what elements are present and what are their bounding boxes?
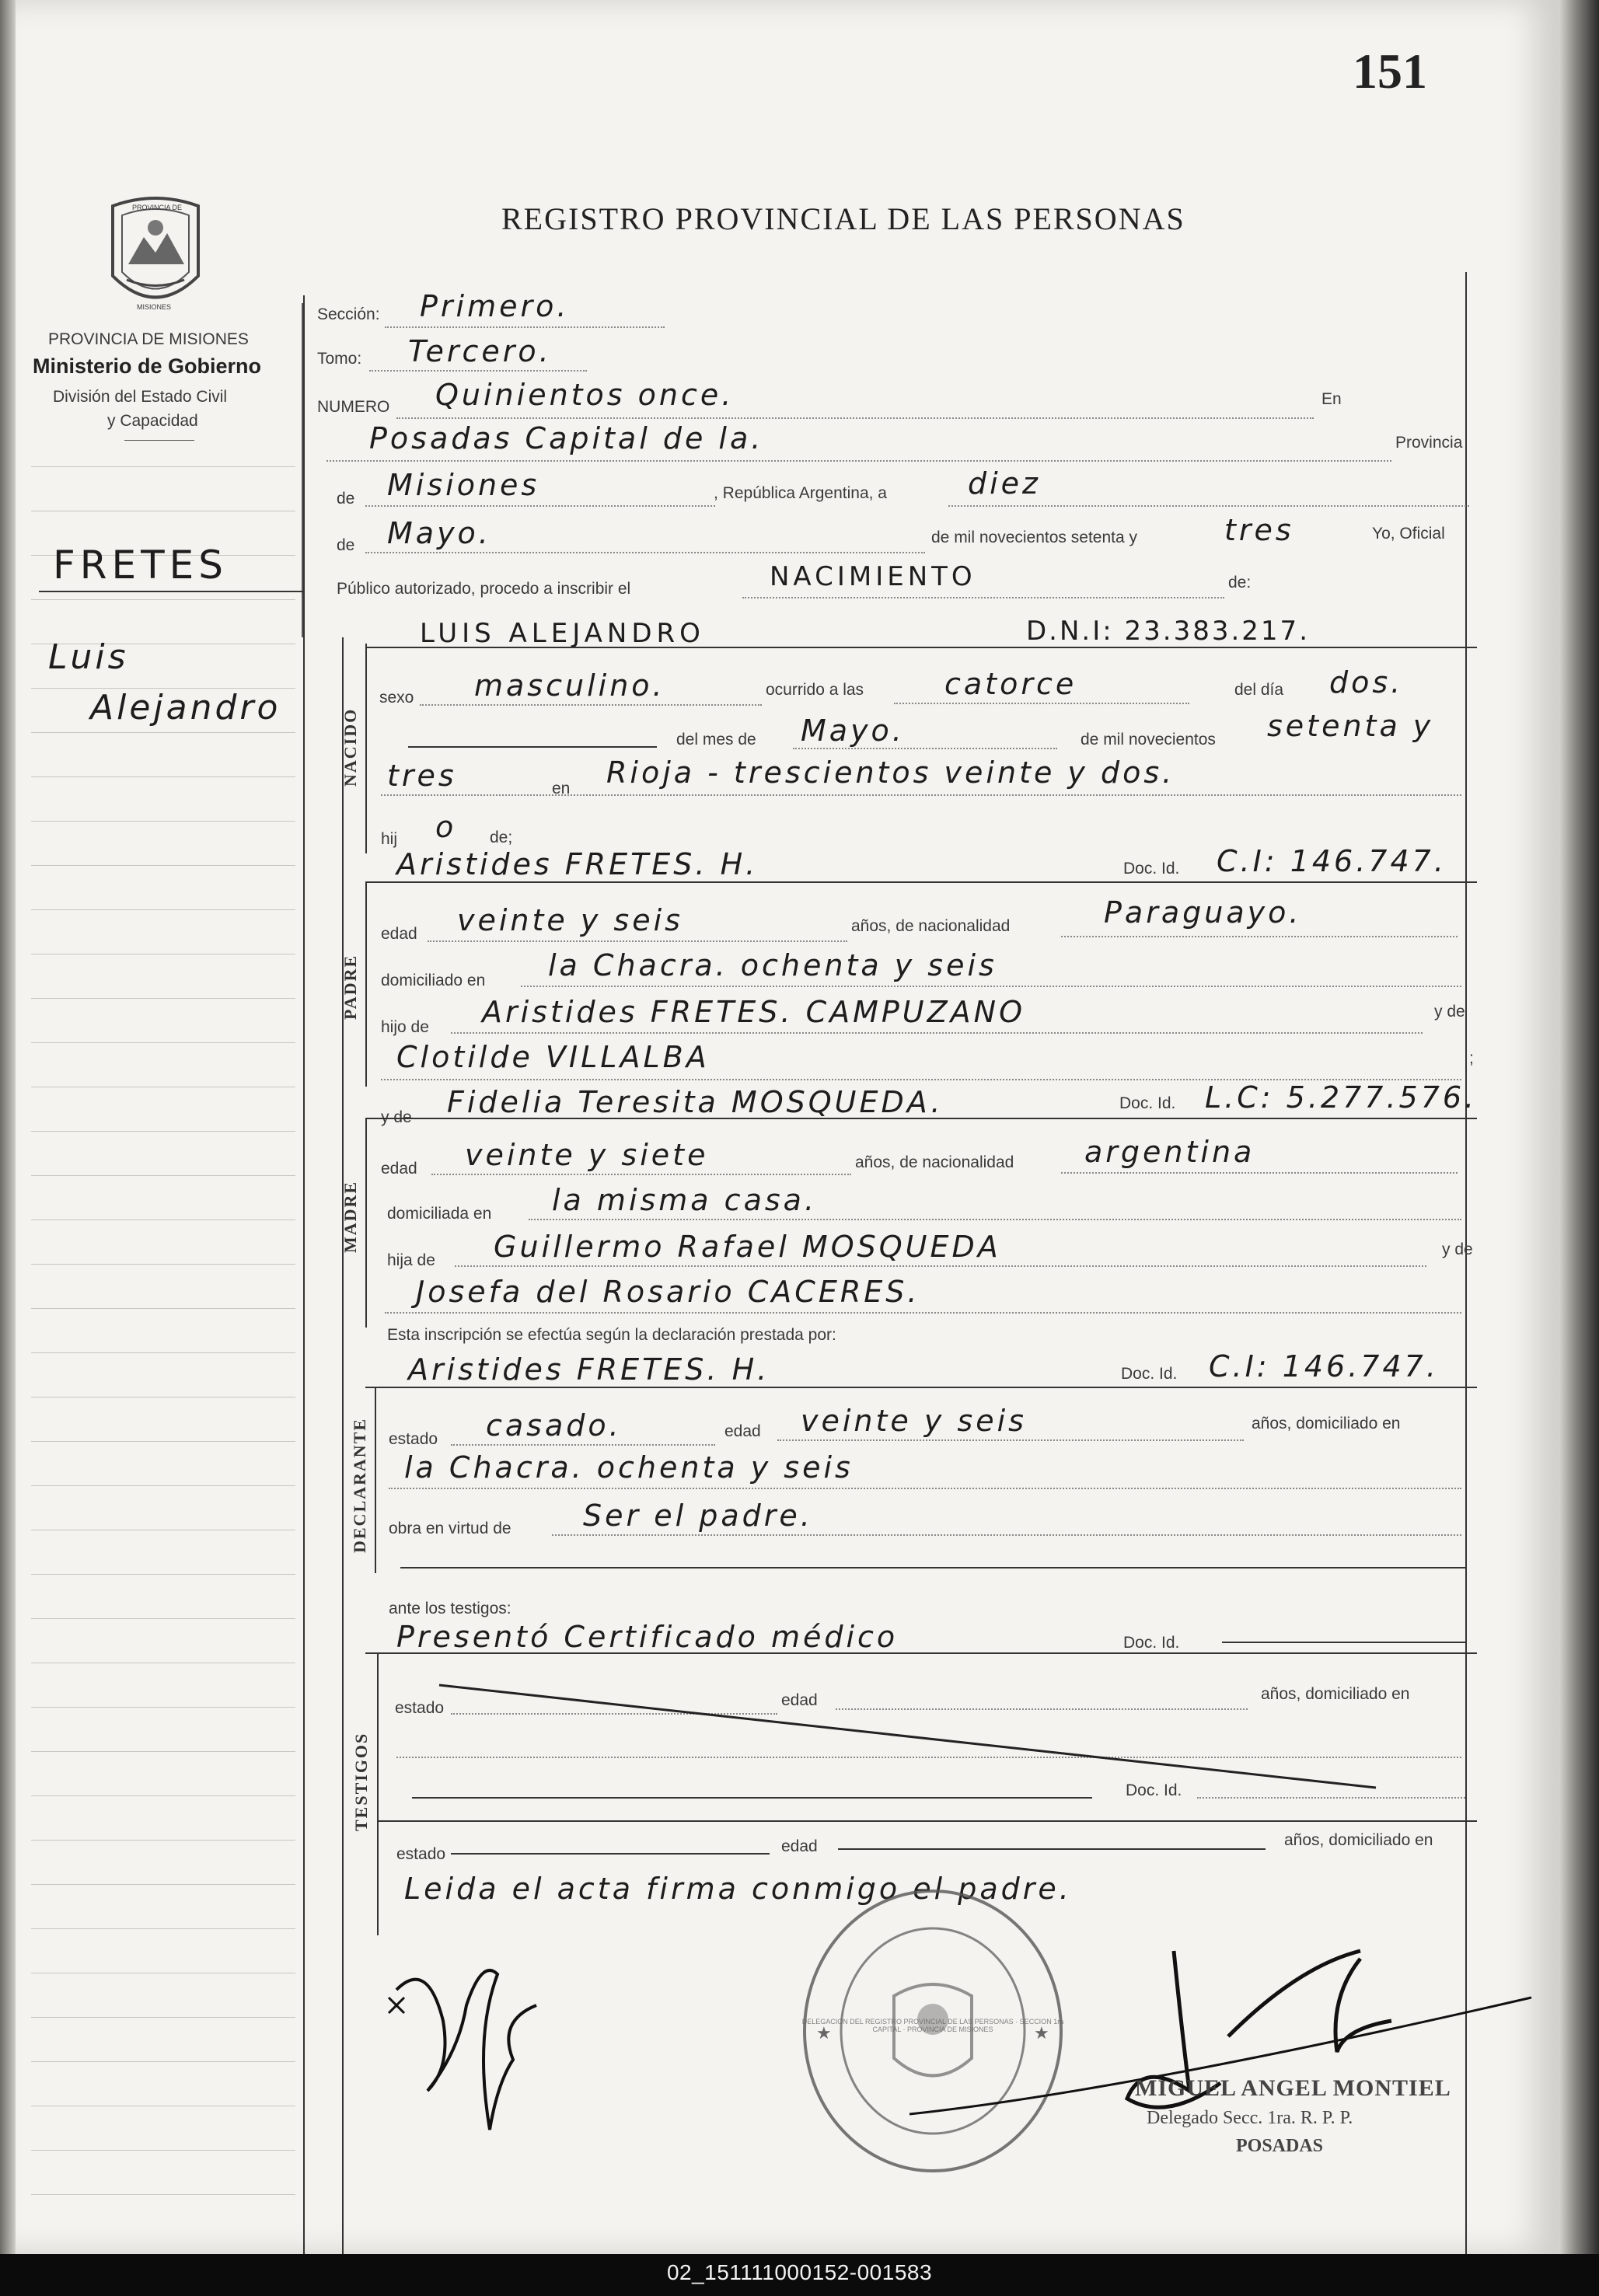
- value-lugar: Posadas Capital de la.: [369, 421, 764, 455]
- value-numero: Quinientos once.: [435, 378, 735, 412]
- value-testigo-nota: Presentó Certificado médico: [396, 1620, 899, 1654]
- dots-lugar-nac: [381, 794, 1461, 796]
- official-signature-icon: [894, 1935, 1547, 2137]
- margin-rule: [31, 1175, 295, 1176]
- margin-rule: [31, 1928, 295, 1929]
- margin-rule: [31, 1840, 295, 1841]
- label-del-dia: del día: [1234, 681, 1284, 699]
- testigos-bracket: [377, 1654, 379, 1935]
- nacido-bracket: [365, 644, 367, 853]
- label-domiciliado-padre: domiciliado en: [381, 972, 486, 989]
- image-label: 02_151111000152-001583: [666, 2260, 933, 2284]
- t2-top-line: [377, 1820, 1477, 1822]
- margin-rule: [31, 821, 295, 822]
- label-seccion: Sección:: [317, 305, 380, 323]
- label-hijo-de: hijo de: [381, 1018, 429, 1036]
- dots-acto: [742, 597, 1224, 598]
- margin-rule: [31, 1574, 295, 1575]
- dots-provincia: [365, 505, 715, 507]
- svg-text:★: ★: [816, 2023, 832, 2043]
- value-dia: diez: [968, 466, 1042, 501]
- nacido-top-line: [365, 647, 1477, 648]
- label-doc-id-padre: Doc. Id.: [1123, 860, 1180, 878]
- label-declaracion: Esta inscripción se efectúa según la declaración prestada por:: [387, 1326, 836, 1344]
- value-sexo: masculino.: [474, 668, 665, 703]
- value-padre-nac: Paraguayo.: [1104, 895, 1302, 930]
- signer-title: Delegado Secc. 1ra. R. P. P.: [1147, 2108, 1353, 2128]
- t2-edad-line: [838, 1848, 1266, 1850]
- division-line2: y Capacidad: [107, 412, 198, 430]
- seal-text-top: PROVINCIA DE: [132, 204, 183, 211]
- value-decl-edad: veinte y seis: [801, 1404, 1027, 1438]
- madre-top-line: [365, 1118, 1477, 1119]
- document-title: REGISTRO PROVINCIAL DE LAS PERSONAS: [501, 201, 1185, 236]
- dots-t1-doc: [1197, 1797, 1465, 1799]
- margin-rule: [31, 2017, 295, 2018]
- label-estado-t2: estado: [396, 1845, 446, 1863]
- label-ocurrido: ocurrido a las: [766, 681, 864, 699]
- label-de-mil: de mil novecientos setenta y: [931, 529, 1137, 546]
- madre-bracket: [365, 1119, 367, 1328]
- declarant-signature-icon: [381, 1928, 552, 2161]
- dots-decl-edad: [777, 1439, 1244, 1441]
- margin-given-2: Alejandro: [90, 688, 281, 728]
- value-decl-virtud: Ser el padre.: [583, 1499, 813, 1533]
- dots-hora: [894, 703, 1189, 704]
- decl-blank-line: [400, 1567, 1465, 1568]
- value-madre-hija-de: Guillermo Rafael MOSQUEDA: [494, 1230, 1001, 1264]
- label-y-de-madre: y de: [1442, 1240, 1473, 1258]
- value-madre-dom: la misma casa.: [552, 1183, 818, 1217]
- label-doc-id-decl: Doc. Id.: [1121, 1365, 1178, 1383]
- value-decl-nombre: Aristides FRETES. H.: [408, 1352, 770, 1387]
- dots-madre-hija-de: [455, 1265, 1426, 1267]
- value-decl-doc: C.I: 146.747.: [1209, 1349, 1439, 1384]
- dots-lugar: [326, 460, 1391, 462]
- margin-rule: [31, 2150, 295, 2151]
- label-y-de-madre-row: y de: [381, 1108, 412, 1126]
- dots-padre-edad: [428, 940, 847, 942]
- value-hij-suffix: o: [435, 810, 457, 844]
- decl-bracket: [375, 1388, 376, 1573]
- witness-strike-line: [435, 1679, 1384, 1795]
- padre-top-line: [365, 881, 1477, 883]
- value-acto: NACIMIENTO: [770, 561, 976, 592]
- value-madre-edad: veinte y siete: [465, 1138, 709, 1172]
- label-en-2: en: [552, 780, 571, 797]
- padre-bracket: [365, 883, 367, 1087]
- label-ante: ante los testigos:: [389, 1600, 511, 1617]
- label-edad-t2: edad: [781, 1837, 818, 1855]
- label-edad-madre: edad: [381, 1160, 417, 1178]
- testigos-top-line: [365, 1652, 1477, 1654]
- label-anos-dom-t1: años, domiciliado en: [1261, 1685, 1410, 1703]
- label-y-de-padre: y de: [1434, 1003, 1465, 1021]
- label-yo-oficial: Yo, Oficial: [1372, 525, 1445, 543]
- margin-rule: [31, 909, 295, 910]
- value-nacido-nombre: LUIS ALEJANDRO: [420, 618, 705, 649]
- dots-dia: [948, 505, 1469, 507]
- value-padre-nombre: Aristides FRETES. H.: [396, 847, 759, 881]
- label-edad-padre: edad: [381, 925, 417, 943]
- margin-rule: [31, 2194, 295, 2195]
- label-estado-t1: estado: [395, 1699, 445, 1717]
- label-edad-decl: edad: [724, 1422, 761, 1440]
- label-edad-t1: edad: [781, 1691, 818, 1709]
- value-madre-nac: argentina: [1084, 1135, 1255, 1169]
- dots-decl-dom: [389, 1488, 1461, 1489]
- label-de-colon: de:: [1228, 574, 1252, 591]
- margin-rule: [31, 1264, 295, 1265]
- label-de-mil-nov: de mil novecientos: [1081, 731, 1216, 748]
- label-anos-dom-t2: años, domiciliado en: [1284, 1831, 1433, 1849]
- register-sheet: [16, 0, 1559, 2254]
- label-del-mes: del mes de: [676, 731, 756, 748]
- margin-rule: [31, 1707, 295, 1708]
- seal-text-bottom: MISIONES: [137, 303, 172, 311]
- value-nacido-dni: D.N.I: 23.383.217.: [1026, 616, 1310, 647]
- margin-rule: [31, 1042, 295, 1043]
- label-hija-de: hija de: [387, 1251, 435, 1269]
- section-label-madre: MADRE: [340, 1180, 360, 1253]
- label-sexo: sexo: [379, 689, 414, 707]
- t2-estado-line: [451, 1853, 770, 1855]
- value-anio: tres: [1224, 513, 1294, 547]
- label-anos-dom-decl: años, domiciliado en: [1252, 1415, 1401, 1432]
- dots-madre-dom: [529, 1219, 1461, 1220]
- value-padre-edad: veinte y seis: [457, 903, 683, 937]
- dots-decl-estado: [451, 1444, 715, 1446]
- value-cierre: Leida el acta firma conmigo el padre.: [404, 1872, 1072, 1906]
- ministry-underline: [124, 440, 194, 441]
- value-padre-y-de: Clotilde VILLALBA: [396, 1040, 710, 1074]
- margin-rule: [31, 776, 295, 777]
- testigo-doc-line: [1222, 1642, 1467, 1643]
- value-madre-nombre: Fidelia Teresita MOSQUEDA.: [447, 1085, 944, 1119]
- dots-madre-y-de: [385, 1312, 1461, 1314]
- margin-rule: [31, 865, 295, 866]
- margin-divider: [303, 295, 305, 2254]
- signer-name: MIGUEL ANGEL MONTIEL: [1135, 2075, 1451, 2101]
- margin-rule: [31, 2061, 295, 2062]
- value-mes: Mayo.: [387, 516, 491, 550]
- label-provincia: Provincia: [1395, 434, 1463, 452]
- section-label-nacido: NACIDO: [340, 707, 360, 787]
- margin-rule: [31, 732, 295, 733]
- value-provincia: Misiones: [387, 468, 540, 502]
- value-lugar-nac: Rioja - trescientos veinte y dos.: [606, 755, 1175, 790]
- province-label: PROVINCIA DE MISIONES: [48, 330, 249, 348]
- section-label-padre: PADRE: [340, 954, 360, 1020]
- dots-seccion: [385, 326, 665, 328]
- value-decl-dom: la Chacra. ochenta y seis: [404, 1450, 854, 1485]
- margin-rule: [31, 1308, 295, 1309]
- label-de-semi: de;: [490, 829, 513, 846]
- ministry-label: Ministerio de Gobierno: [33, 354, 262, 378]
- blank-line-nac: [408, 746, 657, 748]
- label-republica: , República Argentina, a: [714, 484, 887, 502]
- value-padre-hijo-de: Aristides FRETES. CAMPUZANO: [482, 995, 1025, 1029]
- margin-rule: [31, 1441, 295, 1442]
- label-estado-decl: estado: [389, 1430, 438, 1448]
- value-decl-estado: casado.: [486, 1408, 622, 1443]
- dots-padre-nac: [1061, 936, 1458, 937]
- dots-madre-edad: [431, 1174, 851, 1175]
- value-padre-dom: la Chacra. ochenta y seis: [548, 948, 997, 982]
- label-semicolon: ;: [1469, 1049, 1474, 1067]
- dots-padre-dom: [521, 986, 1461, 987]
- t1-name-line: [412, 1797, 1092, 1799]
- section-label-declarante: DECLARANTE: [350, 1417, 369, 1553]
- dots-numero: [396, 417, 1314, 419]
- page-stack-edge: [1559, 0, 1599, 2254]
- dots-tomo: [369, 370, 587, 372]
- dots-padre-hijo-de: [451, 1032, 1423, 1034]
- division-line1: División del Estado Civil: [53, 388, 228, 406]
- value-anio-nac2: tres: [387, 759, 457, 793]
- label-publico: Público autorizado, procedo a inscribir el: [337, 580, 631, 598]
- value-seccion: Primero.: [420, 289, 570, 323]
- margin-rule: [31, 1485, 295, 1486]
- label-domiciliada-madre: domiciliada en: [387, 1205, 492, 1223]
- value-padre-doc: C.I: 146.747.: [1217, 844, 1447, 878]
- label-numero: NUMERO: [317, 398, 390, 416]
- dots-mes: [365, 552, 925, 553]
- label-doc-id-madre: Doc. Id.: [1119, 1094, 1176, 1112]
- value-hora: catorce: [944, 667, 1077, 701]
- margin-rule: [31, 599, 295, 600]
- margin-surname: FRETES: [53, 543, 228, 588]
- label-hij: hij: [381, 830, 398, 848]
- dots-madre-nac: [1061, 1172, 1458, 1174]
- margin-ruled-lines: [31, 466, 319, 2238]
- dots-decl-virtud: [552, 1534, 1461, 1536]
- margin-rule: [31, 1884, 295, 1885]
- value-tomo: Tercero.: [408, 334, 552, 368]
- signer-city: POSADAS: [1236, 2136, 1324, 2156]
- section-divider: [342, 637, 344, 2254]
- margin-rule: [31, 1618, 295, 1619]
- margin-given-1: Luis: [48, 637, 129, 677]
- form-left-border: [302, 303, 303, 637]
- dots-mes-nac: [793, 748, 1057, 749]
- margin-rule: [31, 1751, 295, 1752]
- label-de-1: de: [337, 490, 355, 508]
- label-tomo: Tomo:: [317, 350, 362, 368]
- value-madre-doc: L.C: 5.277.576.: [1205, 1080, 1478, 1115]
- page-number: 151: [1353, 44, 1427, 99]
- stamp-ring-text: DELEGACION DEL REGISTRO PROVINCIAL DE LAS PERSONAS · SECCION 1ra CAPITAL · PROVINCIA DE MISIONES: [801, 2018, 1064, 2033]
- value-madre-y-de: Josefa del Rosario CACERES.: [416, 1275, 920, 1309]
- label-de-2: de: [337, 536, 355, 554]
- margin-rule: [31, 1352, 295, 1353]
- section-label-testigos: TESTIGOS: [351, 1732, 371, 1831]
- margin-rule: [31, 998, 295, 999]
- value-mes-nac: Mayo.: [801, 714, 905, 748]
- label-anos-nac-padre: años, de nacionalidad: [851, 917, 1011, 935]
- label-obra: obra en virtud de: [389, 1520, 511, 1537]
- dots-sexo: [420, 704, 762, 706]
- book-binding-edge: [0, 0, 16, 2254]
- svg-text:★: ★: [1034, 2023, 1049, 2043]
- value-dia-nac: dos.: [1329, 665, 1404, 700]
- margin-rule: [31, 1131, 295, 1132]
- label-anos-nac-madre: años, de nacionalidad: [855, 1153, 1014, 1171]
- label-doc-id-testigo: Doc. Id.: [1123, 1634, 1180, 1652]
- margin-surname-underline: [39, 591, 303, 592]
- value-anio-nac1: setenta y: [1267, 709, 1434, 743]
- decl-top-line: [365, 1387, 1477, 1388]
- margin-rule: [31, 466, 295, 467]
- margin-rule: [31, 1795, 295, 1796]
- label-en: En: [1321, 390, 1342, 408]
- label-doc-id-t1: Doc. Id.: [1126, 1781, 1182, 1799]
